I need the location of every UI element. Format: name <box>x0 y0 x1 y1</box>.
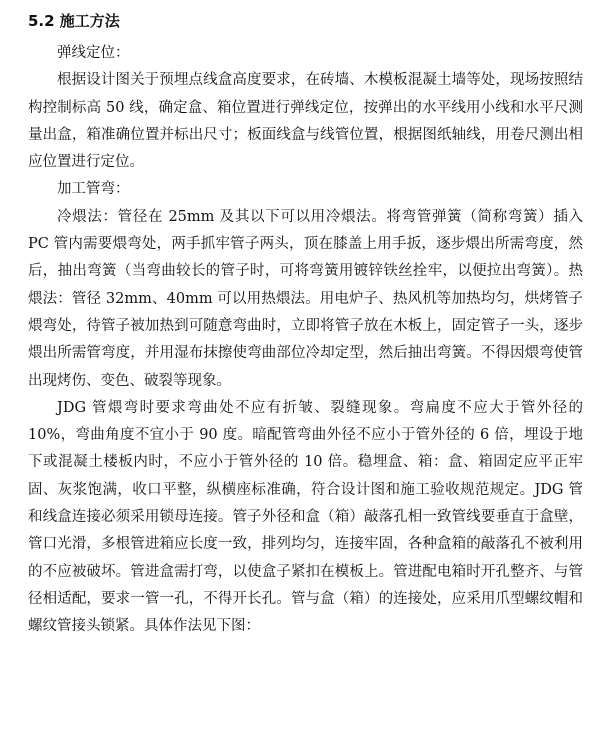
paragraph-jdg-requirements: JDG 管煨弯时要求弯曲处不应有折皱、裂缝现象。弯扁度不应大于管外径的 10%，弯曲角度不宜小于 90 度。暗配管弯曲外径不应小于管外径的 6 倍，埋设于地下或混凝土楼板内时，不应小于管外径的 10 倍。稳埋盒、箱：盒、箱固定应平正牢固、灰浆饱满，收口平整，纵横座标准确，符合设计图和施工验收规范规定。JDG 管和线盒连接必须采用锁母连接。管子外径和盒（箱）敲落孔相一致管线要垂直于盒壁，管口光滑，多根管进箱应长度一致，排列均匀，连接牢固，各种盒箱的敲落孔不被利用的不应被破坏。管进盒需打弯，以使盒子紧扣在模板上。管进配电箱时开孔整齐、与管径相适配，要求一管一孔，不得开长孔。管与盒（箱）的连接处，应采用爪型螺纹帽和螺纹管接头锁紧。具体作法见下图： <box>28 399 583 635</box>
paragraph-line-marking-text: 根据设计图关于预埋点线盒高度要求，在砖墙、木模板混凝土墙等处，现场按照结构控制标高 50 线，确定盒、箱位置进行弹线定位，按弹出的水平线用小线和水平尺测量出盒，箱准确位置并标出尺寸；板面线盒与线管位置，根据图纸轴线，用卷尺测出相应位置进行定位。 <box>28 72 583 171</box>
section-heading: 5.2 施工方法 <box>28 12 120 30</box>
paragraph-line-marking-title: 弹线定位： <box>57 45 130 61</box>
section-body <box>28 40 583 641</box>
paragraph-bending-methods: 冷煨法：管径在 25mm 及其以下可以用冷煨法。将弯管弹簧（简称弯簧）插入 PC 管内需要煨弯处，两手抓牢管子两头，顶在膝盖上用手扳，逐步煨出所需弯度，然后，抽出弯簧（当弯曲较长的管子时，可将弯簧用镀锌铁丝拴牢，以便拉出弯簧）。热煨法：管径 32mm、40mm 可以用热煨法。用电炉子、热风机等加热均匀，烘烤管子煨弯处，待管子被加热到可随意弯曲时，立即将管子放在木板上，固定管子一头，逐步煨出所需管弯度，并用湿布抹擦使弯曲部位冷却定型，然后抽出弯簧。不得因煨弯使管出现烤伤、变色、破裂等现象。 <box>28 208 583 389</box>
paragraph-pipe-bending-title: 加工管弯： <box>57 181 130 198</box>
